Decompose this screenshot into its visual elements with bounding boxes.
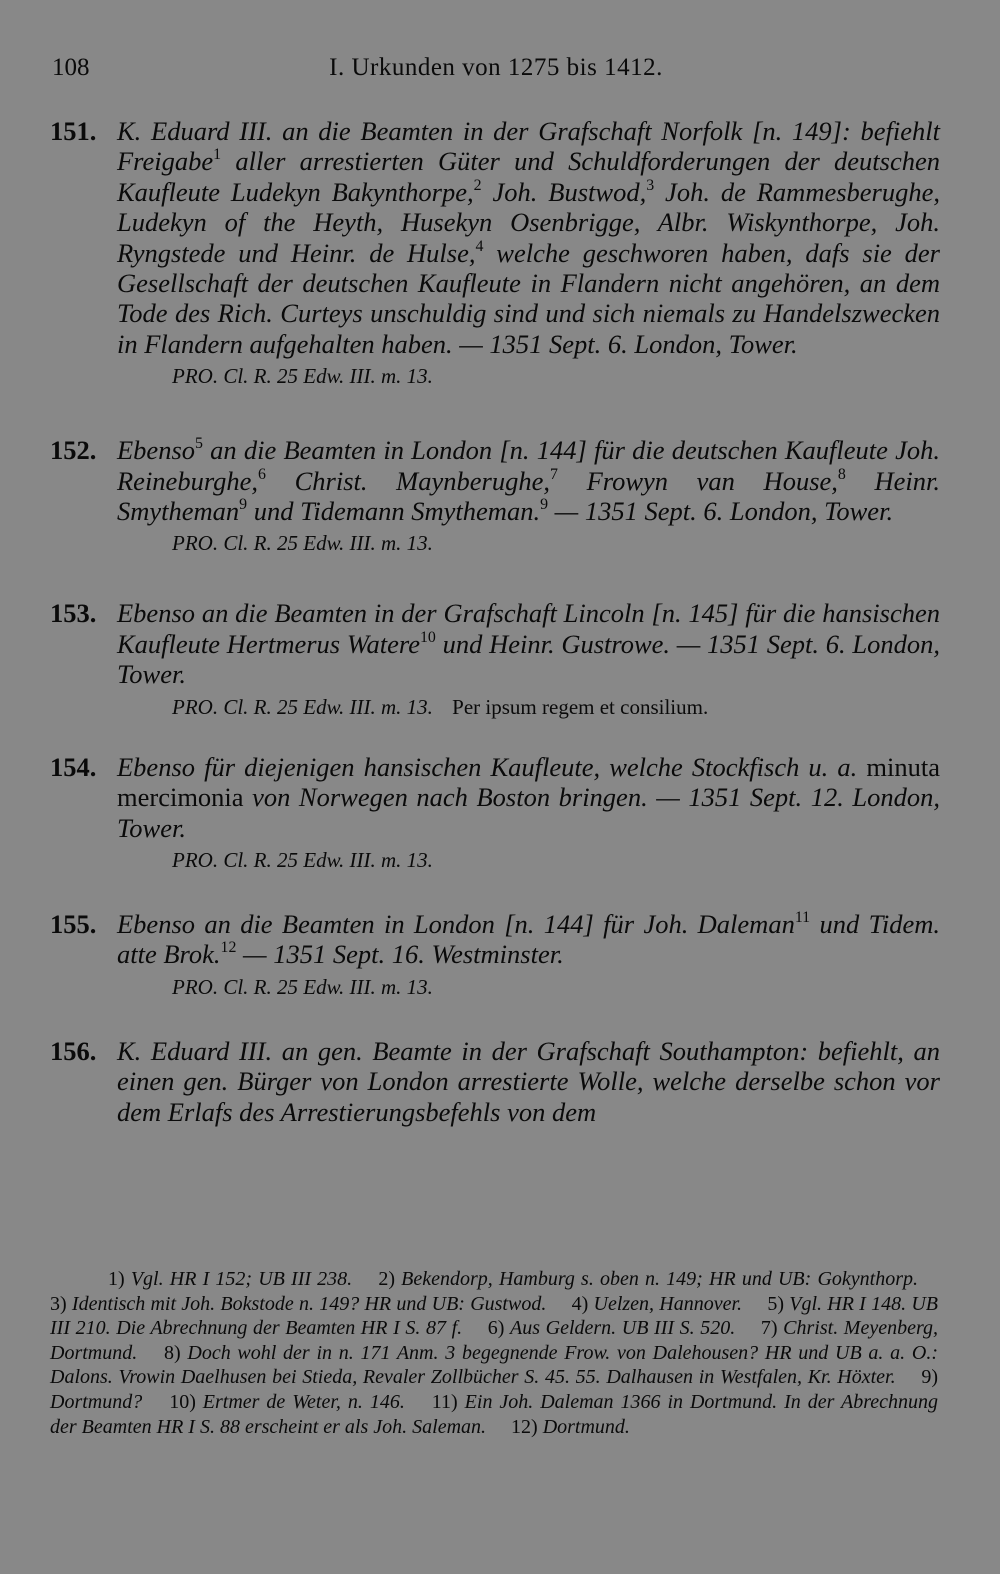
entry-text: [117, 598, 940, 689]
entry-text-segment: Joh. Bustwod,: [481, 176, 647, 207]
footnote-number: 5): [767, 1292, 790, 1315]
footnote: [378, 1268, 918, 1290]
entry-number: 154.: [50, 751, 97, 782]
running-title: I. Urkunden von 1275 bis 1412.: [329, 54, 663, 81]
source-citation: PRO. Cl. R. 25 Edw. III. m. 13.: [172, 364, 433, 389]
footnote-number: 12): [511, 1415, 543, 1438]
footnote-number: 8): [163, 1341, 188, 1364]
footnote-text: Identisch mit Joh. Bokstode n. 149? HR und UB: Gustwod.: [71, 1292, 547, 1315]
footnote: [572, 1293, 742, 1315]
entry-text-segment: und Heinr. Gustrowe. — 1351 Sept. 6. London, Tower.: [117, 628, 940, 690]
footnote-number: 7): [760, 1317, 784, 1340]
footnote-text: Vgl. HR I 148. UB III 210. Die Abrechnung der Beamten HR I S. 87 f.: [50, 1292, 938, 1340]
entry-text-segment: Frowyn van House,: [557, 465, 838, 496]
footnote-number: 4): [571, 1292, 594, 1315]
source-citation: PRO. Cl. R. 25 Edw. III. m. 13.: [172, 974, 433, 999]
footnote-marker: 11: [794, 908, 811, 926]
footnote-marker: 2: [473, 176, 482, 194]
entry-text-segment: Joh. de Rammesberughe, Ludekyn of the Heyth, Husekyn Osenbrigge, Albr. Wiskynthorpe, Joh. Ryngstede und Heinr. de Hulse,: [117, 176, 940, 268]
entry-number: 151.: [50, 116, 97, 146]
entry-text-segment: an die Beamten in London [n. 144] für die deutschen Kaufleute Joh. Reineburghe,: [117, 435, 940, 496]
entry-text-segment: Heinr. Smytheman: [117, 465, 941, 527]
entry: [50, 116, 940, 391]
entry-text-segment: Ebenso an die Beamten in London [n. 144] für Joh. Daleman: [117, 908, 795, 939]
latin-phrase: minuta mercimonia: [117, 751, 940, 813]
entry-text: [117, 116, 940, 359]
page-number: 108: [52, 54, 90, 81]
footnote-marker: 9: [540, 495, 549, 513]
entry-text-segment: Christ. Maynberughe,: [266, 465, 550, 496]
footnote-marker: 5: [195, 435, 203, 453]
entry-text-segment: K. Eduard III. an die Beamten in der Grafschaft Norfolk [n. 149]: befiehlt Freigabe: [117, 116, 940, 177]
footnote-number: 2): [378, 1268, 402, 1290]
source-reference: [117, 361, 940, 391]
footnote-marker: 12: [220, 939, 237, 957]
source-reference: [117, 692, 940, 722]
entry-text-segment: welche geschworen haben, dafs sie der Gesellschaft der deutschen Kaufleute in Flandern nicht angehören, an dem Tode des Rich. Curteys unschuldig sind und sich niemals zu Handelszwecken in Flandern aufgehalten haben. — 1351 Sept. 6. London, Tower.: [117, 237, 940, 359]
footnote-number: 6): [487, 1317, 511, 1340]
footnote: [50, 1268, 352, 1290]
page-header: [52, 54, 940, 88]
entry-text-segment: Ebenso an die Beamten in der Grafschaft Lincoln [n. 145] für die hansischen Kaufleute Hertmerus Watere: [117, 598, 940, 659]
footnote-text: Ertmer de Weter, n. 146.: [202, 1390, 405, 1413]
entry-number: 152.: [50, 435, 97, 466]
entry-text-segment: und Tidem. atte Brok.: [117, 908, 940, 970]
footnote-number: 11): [431, 1390, 465, 1413]
source-citation: PRO. Cl. R. 25 Edw. III. m. 13.: [172, 694, 433, 719]
entry-text-segment: K. Eduard III. an gen. Beamte in der Grafschaft Southampton: befiehlt, an einen gen. Bürger von London arrestierte Wolle, welche derselbe schon vor dem Erlafs des Arrestierungsbefehls von dem: [117, 1035, 940, 1127]
entry-number: 156.: [50, 1035, 97, 1066]
footnote-number: 1): [108, 1268, 131, 1290]
source-reference: [117, 845, 940, 875]
entry-text-segment: — 1351 Sept. 6. London, Tower.: [548, 496, 894, 527]
entry-text-segment: Ebenso: [117, 435, 196, 466]
footnote-text: Vgl. HR I 152; UB III 238.: [130, 1268, 353, 1290]
entry-text-segment: Ebenso für diejenigen hansischen Kaufleute, welche Stockfisch u. a.: [117, 751, 867, 782]
source-citation: PRO. Cl. R. 25 Edw. III. m. 13.: [172, 531, 433, 556]
source-citation: PRO. Cl. R. 25 Edw. III. m. 13.: [172, 847, 433, 872]
entry: [50, 752, 940, 875]
footnote-marker: 10: [419, 628, 436, 646]
entry-number: 153.: [50, 598, 97, 629]
entry-text: [117, 752, 940, 843]
footnotes: [50, 1267, 938, 1439]
footnote-marker: 8: [837, 465, 846, 483]
footnote-marker: 4: [475, 237, 484, 255]
entry-number: 155.: [50, 908, 97, 939]
footnote-text: Christ. Meyenberg, Dortmund.: [50, 1317, 939, 1364]
entry-text: [117, 435, 940, 526]
source-reference: [117, 528, 940, 558]
entry-text-segment: — 1351 Sept. 16. Westminster.: [236, 939, 564, 970]
footnote-marker: 7: [549, 465, 558, 483]
entry-text-segment: und Tidemann Smytheman.: [247, 496, 541, 527]
entry: [50, 598, 940, 721]
entry-text-segment: aller arrestierten Güter und Schuldforderungen der deutschen Kaufleute Ludekyn Bakynthorpe,: [117, 146, 940, 207]
footnote-marker: 6: [258, 465, 266, 483]
footnote-text: Dortmund.: [542, 1415, 630, 1438]
document-entries: [50, 116, 940, 1127]
source-note: Per ipsum regem et consilium.: [446, 694, 709, 719]
footnote: [50, 1342, 938, 1389]
footnote-number: 3): [50, 1292, 72, 1315]
entry-text-segment: von Norwegen nach Boston bringen. — 1351 Sept. 12. London, Tower.: [117, 782, 940, 843]
entry: [50, 435, 940, 558]
footnote-number: 9): [921, 1366, 938, 1389]
source-reference: [117, 972, 940, 1002]
footnote-text: Bekendorp, Hamburg s. oben n. 149; HR und UB: Gokynthorp.: [401, 1268, 918, 1290]
footnote-marker: 9: [239, 495, 248, 513]
footnote-text: Dortmund?: [50, 1390, 143, 1413]
footnote-text: Doch wohl der in n. 171 Anm. 3 begegnende Frow. von Dalehousen? HR und UB a. a. O.: Dalons. Vrowin Daelhusen bei Stieda, Revaler Zollbücher S. 45. 55. Dalhausen in Westfalen, Kr. Höxter.: [50, 1341, 938, 1389]
footnote: [50, 1293, 546, 1315]
footnote: [488, 1317, 736, 1339]
entry: [50, 1036, 940, 1127]
footnote: [511, 1416, 630, 1438]
footnote-marker: 3: [646, 176, 655, 194]
entry: [50, 909, 940, 1002]
footnote-text: Aus Geldern. UB III S. 520.: [510, 1317, 736, 1340]
footnote: [169, 1391, 405, 1413]
footnote-text: Uelzen, Hannover.: [593, 1292, 743, 1315]
entry-text: [117, 909, 940, 970]
footnote-marker: 1: [213, 146, 222, 164]
footnote-text: Ein Joh. Daleman 1366 in Dortmund. In der Abrechnung der Beamten HR I S. 88 erscheint er als Joh. Saleman.: [50, 1390, 938, 1438]
entry-text: [117, 1036, 940, 1127]
footnote-number: 10): [169, 1390, 203, 1413]
